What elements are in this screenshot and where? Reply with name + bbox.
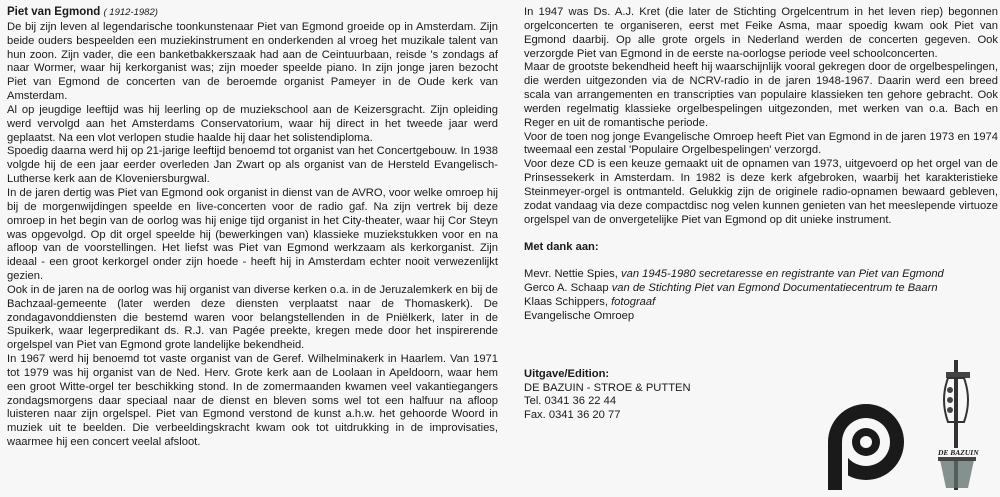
thanks-item [524,310,998,324]
biography-heading [7,6,498,20]
paragraph: In 1947 was Ds. A.J. Kret (die later de Stichting Orgelcentrum in het leven riep) begonnen orgelconcerten te organiseren, eerst met Feike Asma, maar spoedig kwam ook Piet van Egmond daarbij. Op alle grote orgels in Nederland werden de concerten gegeven. Ook verzorgde Piet van Egmond in de eerste na-oorlogse periode veel schoolconcerten. [524,6,998,60]
thanks-role: fotograaf [611,296,656,309]
thanks-item [524,268,998,282]
paragraph: Voor deze CD is een keuze gemaakt uit de opnamen van 1973, uitgevoerd op het orgel van de Prinsessekerk in Amsterdam. In 1982 is deze kerk afgebroken, waarbij het karakteristieke Steinmeyer-orgel is ontmanteld. Gelukkig zijn de originele radio-opnamen bewaard gebleven, zodat vandaag via deze compactdisc nog velen kunnen genieten van het meeslepende virtuoze orgelspel van de onvergetelijke Piet van Egmond op dit unieke instrument. [524,158,998,226]
thanks-name: Gerco A. Schaap [524,282,612,295]
edition-title: Uitgave/Edition: [524,367,610,380]
heading-years: ( 1912-1982) [103,7,158,18]
paragraph: Ook in de jaren na de oorlog was hij organist van diverse kerken o.a. in de Jeruzalemkerk en bij de Bachzaal-gemeente (later werden deze diensten verplaatst naar de Thomaskerk). De zondagavonddiensten die bestemd waren voor belangstellenden in de Pniëlkerk, later in de Spuikerk, waar legerpredikant ds. R.J. van Pagée preekte, kregen mede door het inspirerende orgelspel van Piet van Egmond grote landelijke bekendheid. [7,283,498,352]
thanks-item [524,296,998,310]
paragraph: Maar de grootste bekendheid heeft hij waarschijnlijk vooral gekregen door de orgelbespelingen, die werden uitgezonden via de NCRV-radio in de jaren 1948-1967. Daarin werd een breed scala van arrangementen en transcripties van populaire klassieken ten gehore gebracht. Ook werden regelmatig klassieke orgelbespelingen uitgezonden, met werken van o.a. Bach en Reger en uit de romantische periode. [524,61,998,129]
publisher-phone: Tel. 0341 36 22 44 [524,395,617,408]
trumpet-icon [930,360,990,495]
thanks-title: Met dank aan: [524,240,599,253]
thanks-list [524,268,998,323]
thanks-name: Klaas Schippers, [524,296,612,309]
thanks-role: van 1945-1980 secretaresse en registrante van Piet van Egmond [621,268,944,281]
history-column [524,6,998,423]
edition-block [524,382,998,424]
thanks-item [524,282,998,296]
thanks-name: Mevr. Nettie Spies, [524,268,621,281]
paragraph: Al op jeugdige leeftijd was hij leerling op de muziekschool aan de Keizersgracht. Zijn opleiding werd vervolgd aan het Amsterdams Conservatorium, waar hij direct in het tweede jaar werd geplaatst. Na een vlot verlopen studie haalde hij daar het solistendiploma. [7,103,498,144]
publisher-fax: Fax. 0341 36 20 77 [524,409,621,422]
thanks-name: Evangelische Omroep [524,309,635,322]
publisher-name: DE BAZUIN - STROE & PUTTEN [524,381,691,394]
paragraph: In de jaren dertig was Piet van Egmond ook organist in dienst van de AVRO, voor welke omroep hij bij de morgenwijdingen speelde en live-concerten voor de radio gaf. Na zijn vertrek bij deze omroep in het begin van de oorlog was hij enige tijd organist in het City-theater, waar hij Cor Steyn was opgevolgd. Op dit orgel speelde hij (bewerkingen van) klassieke muziekstukken voor en na afloop van de voorstellingen. Het liefst was Piet van Egmond werkzaam als kerkorganist. Zijn ideaal - een groot kerkorgel onder zijn hoede - heeft hij in Amsterdam echter nooit verwezenlijkt gezien. [7,186,498,283]
record-p-logo [820,398,912,493]
heading-name: Piet van Egmond [7,6,101,18]
paragraph: Spoedig daarna werd hij op 21-jarige leeftijd benoemd tot organist van het Concertgebouw. In 1938 volgde hij de een jaar eerder overleden Jan Zwart op als organist van de Hersteld Evangelisch-Lutherse kerk aan de Kloveniersburgwal. [7,145,498,186]
paragraph: Voor de toen nog jonge Evangelische Omroep heeft Piet van Egmond in de jaren 1973 en 1974 tweemaal een zestal 'Populaire Orgelbespelingen' verzorgd. [524,130,998,157]
paragraph: De bij zijn leven al legendarische toonkunstenaar Piet van Egmond groeide op in Amsterdam. Zijn beide ouders bespeelden een muziekinstrument en onderkenden al vroeg het muzikale talent van hun zoon. Zijn vader, die een banketbakkerszaak had aan de Ceintuurbaan, reisde 's zondags af naar Wormer, waar hij kerkorganist was; zijn moeder speelde piano. In zijn jonge jaren bezocht Piet van Egmond de concerten van de beroemde organist Pameyer in de Oude kerk van Amsterdam. [7,20,498,103]
biography-column [7,6,498,450]
thanks-role: van de Stichting Piet van Egmond Documentatiecentrum te Baarn [611,282,938,295]
paragraph: In 1967 werd hij benoemd tot vaste organist van de Geref. Wilhelminakerk in Haarlem. Van 1971 tot 1979 was hij organist van de Ned. Herv. Grote kerk aan de Loolaan in Apeldoorn, waar hem een groot Witte-orgel ter beschikking stond. In de zomermaanden kwamen veel vakantiegangers zondagsmorgens daar speciaal naar de dienst en bleven soms wel tot een halfuur na afloop luisteren naar zijn orgelspel. Piet van Egmond verstond de kunst a.h.w. het gehoorde Woord in muziek uit te beelden. Die verbeeldingskracht kwam ook tot uitdrukking in de improvisaties, waarmee hij een concert veelal afsloot. [7,353,498,449]
bazuin-logo-text: DE BAZUIN [938,448,979,457]
